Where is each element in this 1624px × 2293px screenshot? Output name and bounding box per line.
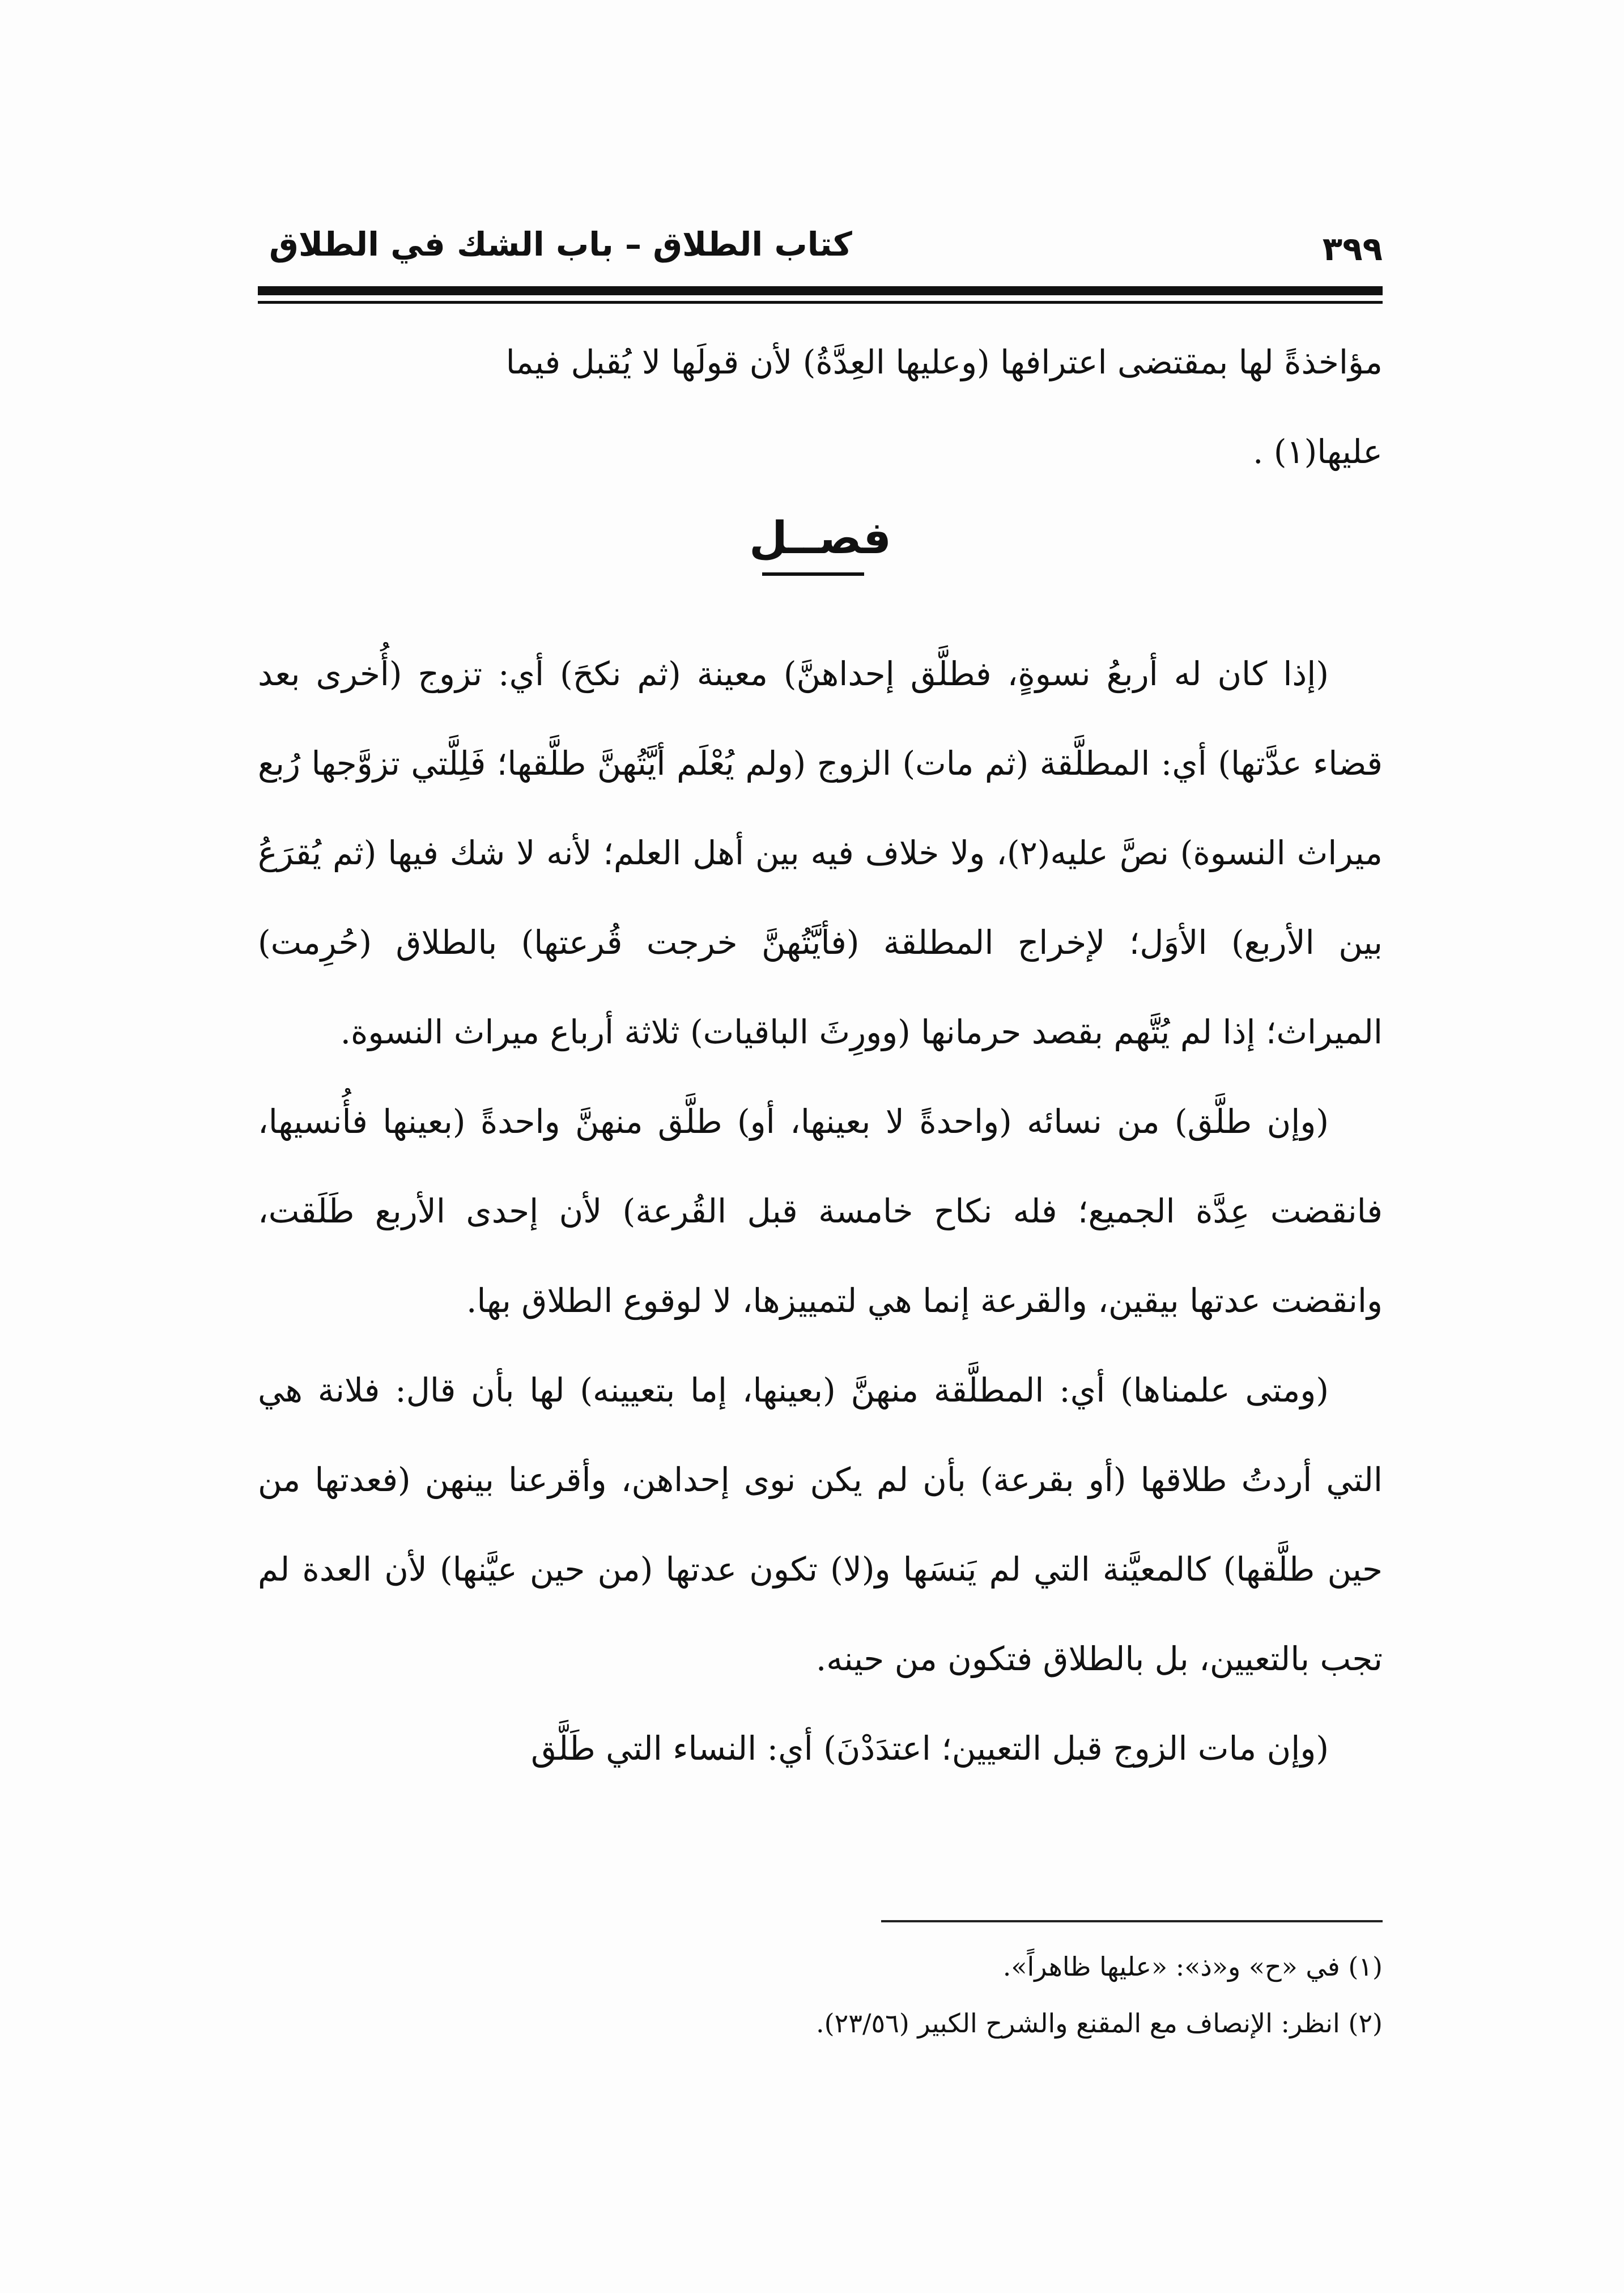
paragraph: (وإن مات الزوج قبل التعيين؛ اعتدَدْنَ) أي: النساء التي طَلَّق [531,1729,1329,1768]
main-text [258,629,1383,1793]
paragraph: (وإن طلَّق) من نسائه (واحدةً لا بعينها، أو) طلَّق منهنَّ واحدةً (بعينها فأُنسيها، فانقضت عِدَّة الجميع؛ فله نكاح خامسة قبل القُرعة) لأن إحدى الأربع طَلَقت، وانقضت عدتها بيقين، والقرعة إنما هي لتمييزها، لا لوقوع الطلاق بها. [258,1102,1383,1320]
intro-line: مؤاخذةً لها بمقتضى اعترافها (وعليها العِدَّةُ) لأن قولَها لا يُقبل فيما [505,343,1383,381]
running-header [258,218,1383,281]
page-number: ٣٩٩ [1322,230,1383,268]
intro-text [258,317,1383,496]
section-heading-underline [762,572,864,576]
footnotes [258,1938,1383,2052]
intro-line: عليها(١) . [1252,432,1383,471]
chapter-title: كتاب الطلاق – باب الشك في الطلاق [269,225,852,264]
paragraph: (إذا كان له أربعُ نسوةٍ، فطلَّق إحداهنَّ) معينة (ثم نكحَ) أي: تزوج (أُخرى بعد قضاء عدَّتها) أي: المطلَّقة (ثم مات) الزوج (ولم يُعْلَم أيَّتُهنَّ طلَّقها؛ فَلِلَّتي تزوَّجها رُبع ميراث النسوة) نصَّ عليه(٢)، ولا خلاف فيه بين أهل العلم؛ لأنه لا شك فيها (ثم يُقرَعُ بين الأربع) الأوَل؛ لإخراج المطلقة (فأيَّتُهنَّ خرجت قُرعتها) بالطلاق (حُرِمت) الميراث؛ إذا لم يُتَّهم بقصد حرمانها (وورِثَ الباقيات) ثلاثة أرباع ميراث النسوة. [258,655,1383,1051]
footnote-separator [881,1920,1383,1922]
footnote: (٢) انظر: الإنصاف مع المقنع والشرح الكبير (٢٣/٥٦). [815,2008,1383,2039]
header-rule-thick [258,286,1383,295]
paragraph: (ومتى علمناها) أي: المطلَّقة منهنَّ (بعينها، إما بتعيينه) لها بأن قال: فلانة هي التي أردتُ طلاقها (أو بقرعة) بأن لم يكن نوى إحداهن، وأقرعنا بينهن (فعدتها من حين طلَّقها) كالمعيَّنة التي لم يَنسَها و(لا) تكون عدتها (من حين عيَّنها) لأن العدة لم تجب بالتعيين، بل بالطلاق فتكون من حينه. [258,1371,1383,1678]
header-rule-thin [258,301,1383,304]
section-heading: فصــل [749,513,891,564]
footnote: (١) في «ح» و«ذ»: «عليها ظاهراً». [1002,1951,1383,1982]
